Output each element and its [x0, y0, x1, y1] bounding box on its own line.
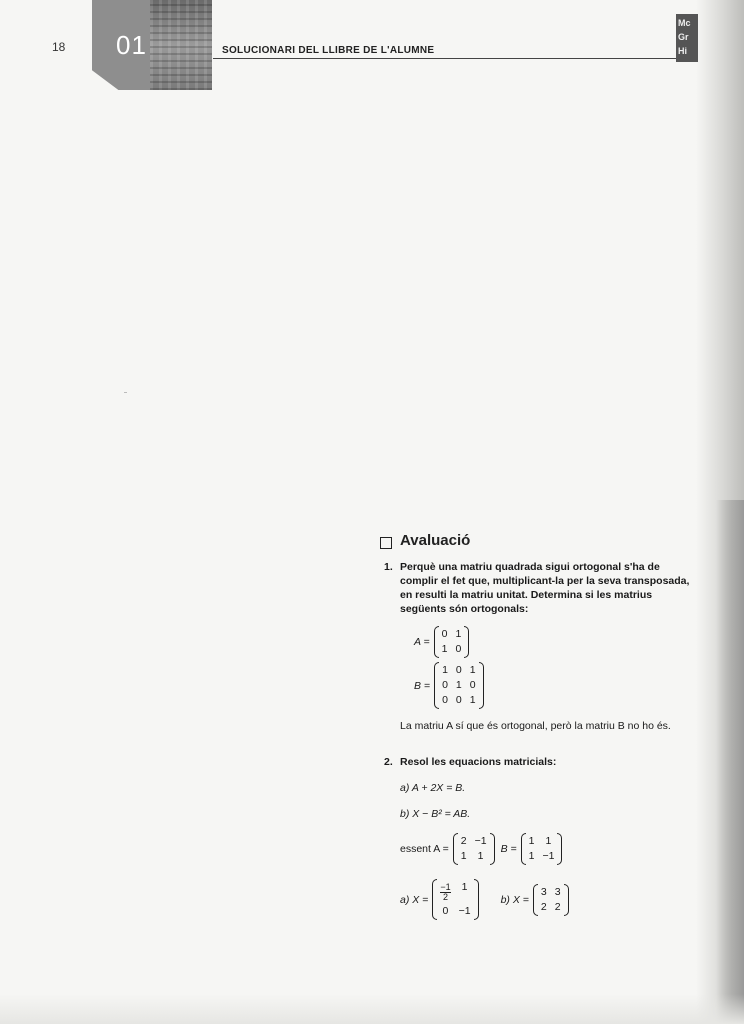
evaluation-title: Avaluació — [400, 532, 471, 549]
solution-label: a) X = — [400, 893, 429, 906]
publisher-logo: Mc Gr Hi — [676, 14, 698, 62]
matrix-cell: 1 — [442, 664, 448, 676]
matrix-cell: 1 — [528, 850, 535, 862]
matrix-cell: 0 — [441, 628, 448, 640]
matrix-cell: 1 — [455, 628, 462, 640]
matrix-cell: 0 — [455, 694, 462, 706]
section-title: SOLUCIONARI DEL LLIBRE DE L'ALUMNE — [222, 45, 435, 56]
matrix-cell: 2 — [554, 900, 561, 913]
solution-matrix-b — [501, 884, 569, 916]
given-matrix-b — [501, 833, 563, 865]
matrix-cell: −1 — [542, 850, 555, 862]
matrix-cell — [440, 880, 450, 902]
matrix-cell: 0 — [455, 664, 462, 676]
matrix-cell: 0 — [442, 679, 448, 691]
question-number: 2. — [384, 756, 393, 768]
matrix-cell: 1 — [477, 850, 484, 862]
answer-text: La matriu A sí que és ortogonal, però la matriu B no ho és. — [400, 720, 671, 732]
matrix-cell: 1 — [441, 643, 448, 655]
matrix-cell: 1 — [528, 835, 535, 847]
matrix-a — [414, 626, 469, 658]
matrix-cell: 3 — [554, 885, 561, 898]
scan-speck — [124, 392, 127, 393]
evaluation-content — [384, 560, 694, 920]
matrix-cell: 1 — [469, 694, 476, 706]
question-1 — [384, 560, 694, 733]
matrix-cell: 2 — [460, 835, 467, 847]
matrix-cell: 0 — [442, 694, 448, 706]
header-rule — [213, 58, 685, 59]
question-text: Perquè una matriu quadrada sigui ortogonal s'ha de complir el fet que, multiplicant-la per la seva transposada, en resulti la matriu unitat. Determina si les matrius següents són ortogonals: — [400, 561, 690, 615]
chapter-photo — [150, 0, 212, 90]
matrix-label: A = — [414, 636, 430, 648]
given-matrix-a — [400, 833, 495, 865]
matrix-cell: 0 — [455, 643, 462, 655]
matrix-cell: 1 — [469, 664, 476, 676]
page-number: 18 — [52, 40, 66, 54]
question-number: 1. — [384, 561, 393, 573]
matrix-cell: 3 — [540, 885, 547, 898]
matrix-label: B = — [500, 843, 517, 855]
matrix-cell: 1 — [461, 881, 468, 893]
fraction-numerator: −1 — [440, 882, 451, 892]
matrix-cell: 1 — [545, 835, 552, 847]
equation-a: a) A + 2X = B. — [400, 782, 466, 794]
given-prefix: essent A = — [400, 843, 449, 855]
matrix-cell: −1 — [458, 905, 471, 917]
question-text: Resol les equacions matricials: — [400, 756, 557, 768]
matrix-b — [414, 662, 484, 709]
checkbox-icon — [380, 537, 392, 549]
fraction-denominator: 2 — [442, 892, 448, 902]
matrix-cell: 2 — [540, 900, 547, 913]
matrix-cell: −1 — [474, 835, 487, 847]
equation-b: b) X − B² = AB. — [400, 808, 471, 820]
solution-label: b) X = — [500, 893, 529, 906]
question-2 — [384, 755, 694, 920]
matrix-cell: 1 — [455, 679, 462, 691]
solution-matrix-a — [400, 879, 479, 920]
page-bottom-shadow — [0, 994, 744, 1024]
chapter-number: 01 — [116, 30, 147, 60]
matrix-cell: 1 — [460, 850, 467, 862]
matrix-cell: 0 — [469, 679, 476, 691]
page-edge-shadow-lower — [716, 500, 744, 1024]
matrix-cell: 0 — [442, 905, 449, 917]
matrix-label: B = — [414, 679, 431, 692]
